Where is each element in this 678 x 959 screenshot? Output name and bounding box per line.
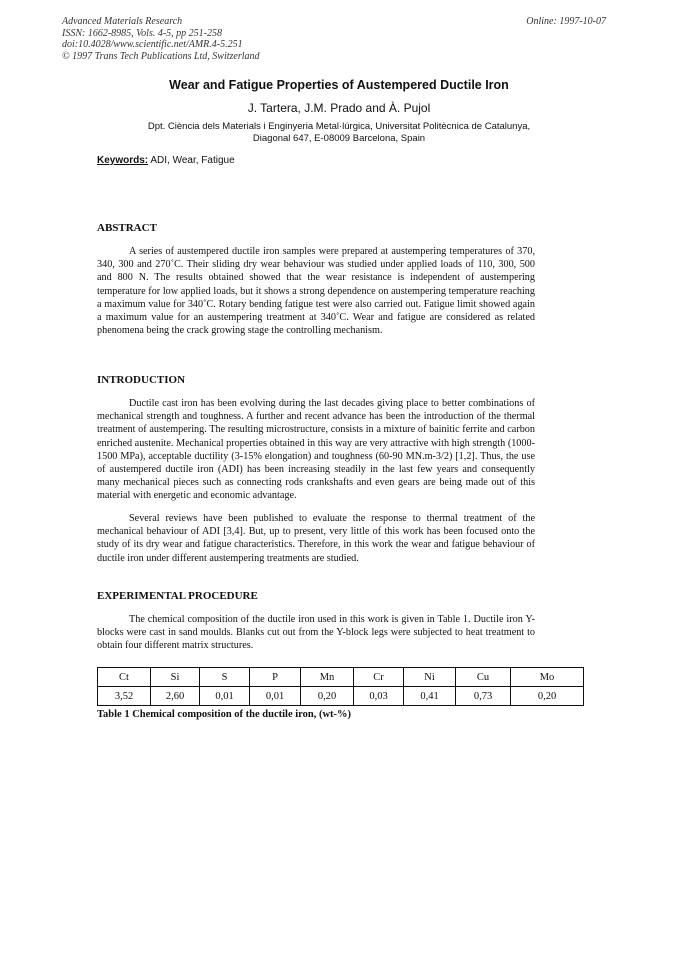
- table-cell: 0,01: [200, 687, 250, 706]
- table-cell: 0,41: [404, 687, 456, 706]
- table-cell: 0,20: [301, 687, 354, 706]
- journal-header: [62, 16, 260, 62]
- introduction-heading: INTRODUCTION: [97, 374, 186, 386]
- keywords-value: ADI, Wear, Fatigue: [150, 155, 235, 166]
- introduction-paragraph-2: Several reviews have been published to evaluate the response to thermal treatment of the mechanical behaviour of ADI [3,4]. But, up to present, very little of this work has been focused onto the study of its dry wear and fatigue characteristics. Therefore, in this work the wear and fatigue behaviour of ductile iron under different austempering treatments are studied.: [97, 513, 535, 564]
- affiliation: [0, 121, 678, 145]
- table-cell: 2,60: [151, 687, 200, 706]
- paper-authors: J. Tartera, J.M. Prado and À. Pujol: [247, 101, 431, 115]
- table-row: [98, 687, 584, 706]
- affiliation-line-2: Diagonal 647, E-08009 Barcelona, Spain: [252, 133, 426, 144]
- keywords-label: Keywords:: [97, 155, 149, 166]
- table-cell: 3,52: [98, 687, 151, 706]
- table-header-cell: Mn: [301, 668, 354, 687]
- copyright-line: © 1997 Trans Tech Publications Ltd, Switzerland: [62, 50, 260, 62]
- table-header-cell: Cu: [456, 668, 511, 687]
- table-cell: 0,20: [511, 687, 584, 706]
- issn-line: ISSN: 1662-8985, Vols. 4-5, pp 251-258: [62, 27, 222, 39]
- affiliation-line-1: Dpt. Ciència dels Materials i Enginyeria Metal·lúrgica, Universitat Politècnica de Catalunya,: [147, 121, 531, 132]
- table-header-cell: Ni: [404, 668, 456, 687]
- table-header-cell: Mo: [511, 668, 584, 687]
- introduction-paragraph-1: Ductile cast iron has been evolving during the last decades giving place to better combinations of mechanical strength and toughness. A further and recent advance has been the introduction of the thermal treatment of austempering. The resulting microstructure, consists in a mixture of bainitic ferrite and carbon enriched austenite. Mechanical properties obtained in this way are very attractive with high strength (1000-1500 MPa), acceptable ductility (3-15% elongation) and toughness (60-90 MN.m-3/2) [1,2]. Thus, the use of austempered ductile iron (ADI) has been increasing steadily in the last few years and consequently many mechanical pieces such as connecting rods crankshafts and even gears are being made out of this material with energetic and economic advantage.: [97, 398, 535, 502]
- table-header-cell: P: [250, 668, 301, 687]
- abstract-heading: ABSTRACT: [97, 222, 157, 234]
- table-cell: 0,73: [456, 687, 511, 706]
- doi-line: doi:10.4028/www.scientific.net/AMR.4-5.251: [62, 39, 243, 50]
- table-caption: Table 1 Chemical composition of the ductile iron, (wt-%): [97, 709, 352, 720]
- abstract-text: A series of austempered ductile iron samples were prepared at austempering temperatures of 370, 340, 300 and 270˚C. Their sliding dry wear behaviour was studied under applied loads of 110, 300, 500 and 800 N. The results obtained showed that the wear resistance is independent of austempering temperature for low applied loads, but it shows a strong dependence on austempering temperature reaching a maximum value for 340˚C. Rotary bending fatigue test were also carried out. Fatigue limit showed again a maximum value for an austempering treatment at 340˚C. Wear and fatigue are considered as related phenomena being the crack growing stage the controlling mechanism.: [97, 246, 535, 337]
- paper-title: Wear and Fatigue Properties of Austempered Ductile Iron: [169, 78, 509, 92]
- table-cell: 0,03: [354, 687, 404, 706]
- composition-table: [97, 667, 584, 706]
- experimental-heading: EXPERIMENTAL PROCEDURE: [97, 590, 258, 602]
- table-header-cell: S: [200, 668, 250, 687]
- table-header-cell: Si: [151, 668, 200, 687]
- table-cell: 0,01: [250, 687, 301, 706]
- table-header-cell: Cr: [354, 668, 404, 687]
- experimental-paragraph-1: The chemical composition of the ductile iron used in this work is given in Table 1. Ductile iron Y-blocks were cast in sand moulds. Blanks cut out from the Y-block legs were subjected to heat treatment to obtain four different matrix structures.: [97, 614, 535, 652]
- keywords: [97, 155, 235, 166]
- online-date: Online: 1997-10-07: [526, 16, 606, 27]
- table-header-cell: Ct: [98, 668, 151, 687]
- journal-name: Advanced Materials Research: [62, 16, 183, 27]
- table-header-row: [98, 668, 584, 687]
